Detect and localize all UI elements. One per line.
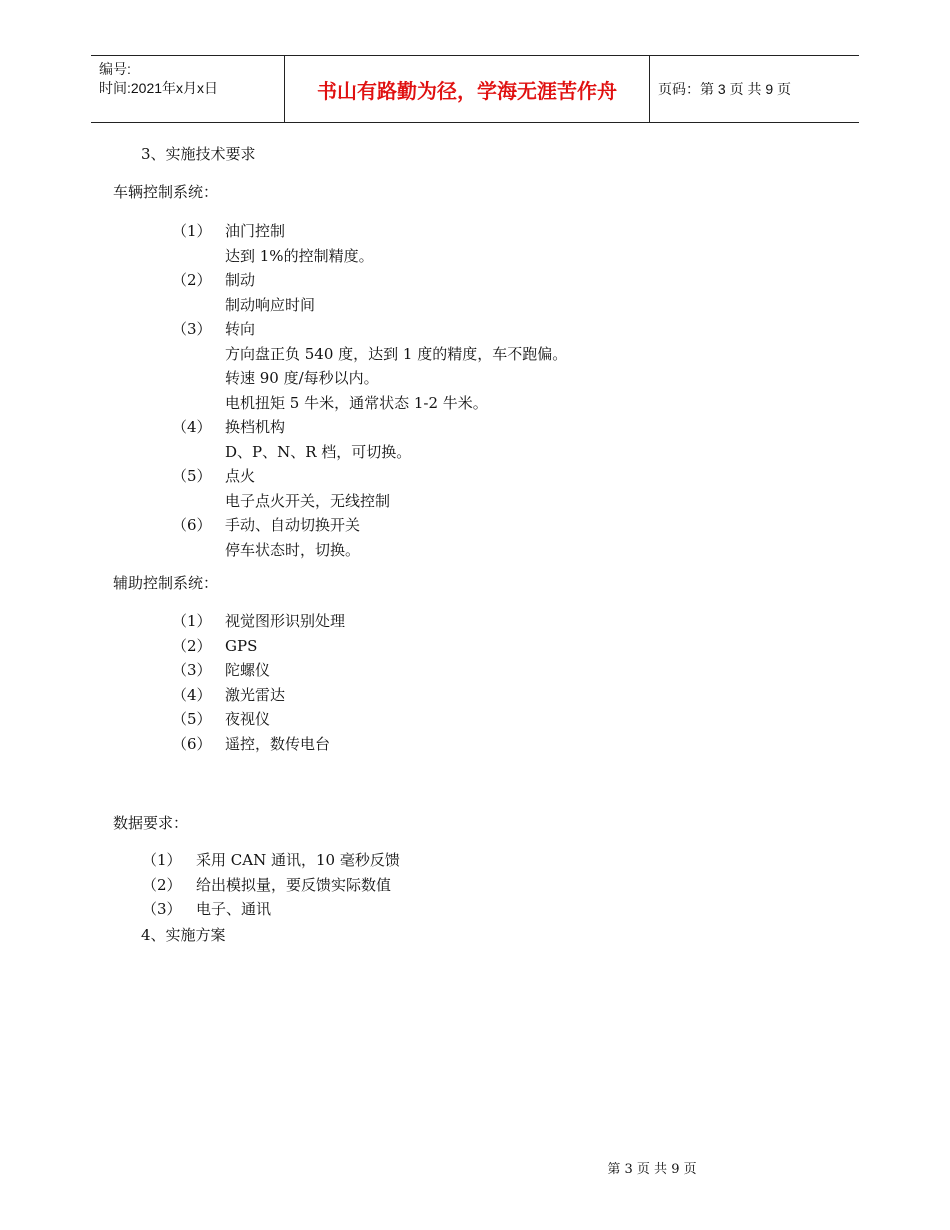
header-motto: 书山有路勤为径，学海无涯苦作舟 bbox=[285, 56, 650, 122]
list-item-detail: D、P、N、R 档，可切换。 bbox=[225, 442, 412, 461]
list-item-number: （3） bbox=[172, 661, 212, 679]
list-item-label: 点火 bbox=[225, 467, 256, 485]
list-item-label: 转向 bbox=[225, 320, 256, 338]
header-page-info: 页码：第 3 页 共 9 页 bbox=[658, 81, 792, 97]
list-item-label: GPS bbox=[225, 636, 258, 655]
list-item-label: 手动、自动切换开关 bbox=[225, 516, 361, 534]
list-item-label: 视觉图形识别处理 bbox=[225, 612, 346, 630]
list-item-label: 陀螺仪 bbox=[225, 661, 271, 679]
list-item-label: 换档机构 bbox=[225, 418, 286, 436]
list-item-label: 电子、通讯 bbox=[196, 900, 272, 918]
doc-number: 编号: bbox=[99, 61, 131, 77]
list-item-number: （2） bbox=[172, 636, 212, 655]
list-item-label: 油门控制 bbox=[225, 222, 286, 240]
page-footer: 第 3 页 共 9 页 bbox=[607, 1162, 697, 1177]
list-item-label: 激光雷达 bbox=[225, 685, 286, 704]
list-item-number: （2） bbox=[142, 875, 182, 894]
list-item-detail: 停车状态时，切换。 bbox=[225, 540, 361, 559]
list-item-number: （1） bbox=[172, 612, 212, 630]
list-item-number: （5） bbox=[172, 467, 212, 485]
data-req-title: 数据要求： bbox=[113, 814, 189, 832]
list-item-number: （5） bbox=[172, 710, 212, 728]
list-item-number: （6） bbox=[172, 734, 212, 753]
list-item-number: （1） bbox=[172, 222, 212, 240]
list-item-number: （4） bbox=[172, 418, 212, 436]
header-meta bbox=[91, 56, 285, 122]
list-item-label: 遥控，数传电台 bbox=[225, 734, 331, 753]
list-item-number: （2） bbox=[172, 271, 212, 289]
list-item-detail: 达到 1%的控制精度。 bbox=[225, 246, 374, 265]
list-item-detail: 制动响应时间 bbox=[225, 295, 316, 314]
list-item-detail: 电机扭矩 5 牛米，通常状态 1-2 牛米。 bbox=[225, 393, 488, 412]
aux-control-title: 辅助控制系统： bbox=[113, 574, 219, 592]
list-item-label: 制动 bbox=[225, 271, 256, 289]
list-item-number: （3） bbox=[172, 320, 212, 338]
list-item-label: 夜视仪 bbox=[225, 710, 271, 728]
list-item-detail: 方向盘正负 540 度，达到 1 度的精度，车不跑偏。 bbox=[225, 344, 568, 363]
list-item-label: 给出模拟量，要反馈实际数值 bbox=[196, 875, 392, 894]
vehicle-control-title: 车辆控制系统： bbox=[113, 183, 219, 201]
doc-date: 时间:2021年x月x日 bbox=[99, 80, 219, 96]
list-item-detail: 电子点火开关，无线控制 bbox=[225, 491, 391, 510]
list-item-number: （1） bbox=[142, 851, 182, 869]
list-item-number: （6） bbox=[172, 516, 212, 534]
list-item-number: （3） bbox=[142, 900, 182, 918]
page-header bbox=[91, 55, 859, 123]
list-item-label: 采用 CAN 通讯，10 毫秒反馈 bbox=[196, 851, 400, 869]
list-item-detail: 转速 90 度/每秒以内。 bbox=[225, 369, 379, 387]
section-3-title: 3、实施技术要求 bbox=[141, 145, 256, 163]
section-4-title: 4、实施方案 bbox=[141, 926, 226, 944]
list-item-number: （4） bbox=[172, 685, 212, 704]
